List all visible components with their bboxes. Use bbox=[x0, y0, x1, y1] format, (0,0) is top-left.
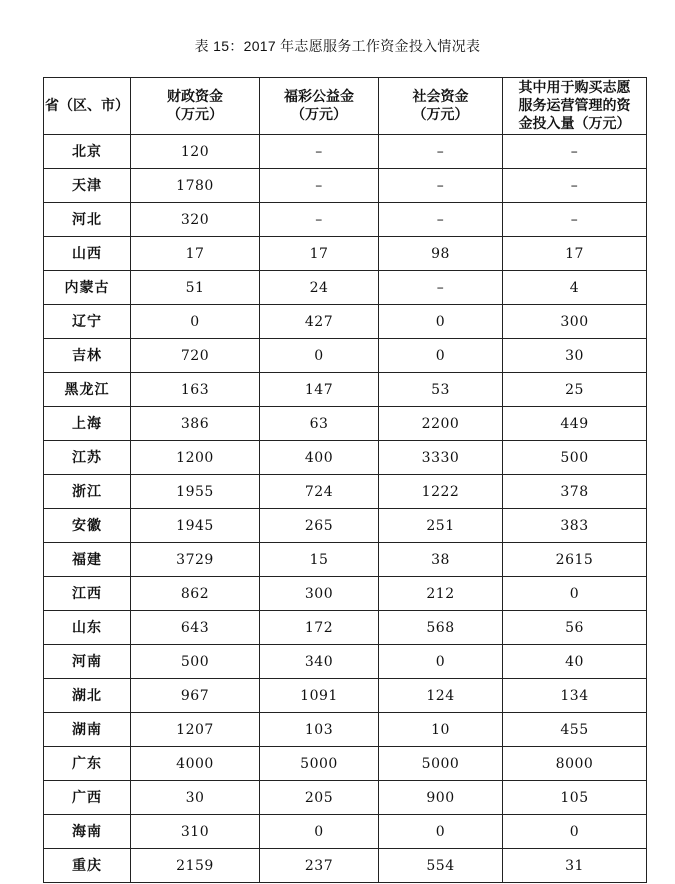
table-row bbox=[44, 815, 647, 849]
table-row bbox=[44, 645, 647, 679]
table-row bbox=[44, 781, 647, 815]
cell-welfare-lottery-funds: 63 bbox=[260, 407, 379, 441]
table-row bbox=[44, 475, 647, 509]
header-welfare-lottery-funds: 福彩公益金 （万元） bbox=[260, 78, 379, 135]
cell-social-funds: 0 bbox=[379, 305, 503, 339]
cell-province: 福建 bbox=[44, 543, 131, 577]
cell-fiscal-funds: 0 bbox=[131, 305, 260, 339]
header-social-funds: 社会资金 （万元） bbox=[379, 78, 503, 135]
cell-fiscal-funds: 967 bbox=[131, 679, 260, 713]
cell-fiscal-funds: 51 bbox=[131, 271, 260, 305]
cell-purchase-services-funds: 56 bbox=[503, 611, 647, 645]
table-row bbox=[44, 135, 647, 169]
table-row bbox=[44, 407, 647, 441]
cell-social-funds: 10 bbox=[379, 713, 503, 747]
table-row bbox=[44, 339, 647, 373]
cell-fiscal-funds: 500 bbox=[131, 645, 260, 679]
header-row bbox=[44, 78, 647, 135]
cell-social-funds: 5000 bbox=[379, 747, 503, 781]
cell-fiscal-funds: 862 bbox=[131, 577, 260, 611]
cell-purchase-services-funds: 8000 bbox=[503, 747, 647, 781]
cell-province: 湖北 bbox=[44, 679, 131, 713]
cell-province: 浙江 bbox=[44, 475, 131, 509]
cell-fiscal-funds: 1945 bbox=[131, 509, 260, 543]
cell-province: 广东 bbox=[44, 747, 131, 781]
cell-purchase-services-funds: 2615 bbox=[503, 543, 647, 577]
cell-social-funds: 568 bbox=[379, 611, 503, 645]
cell-purchase-services-funds: – bbox=[503, 135, 647, 169]
cell-province: 山东 bbox=[44, 611, 131, 645]
funding-table bbox=[43, 77, 647, 883]
cell-province: 安徽 bbox=[44, 509, 131, 543]
cell-welfare-lottery-funds: 5000 bbox=[260, 747, 379, 781]
cell-purchase-services-funds: 383 bbox=[503, 509, 647, 543]
cell-province: 重庆 bbox=[44, 849, 131, 883]
cell-welfare-lottery-funds: 427 bbox=[260, 305, 379, 339]
table-row bbox=[44, 509, 647, 543]
cell-fiscal-funds: 1200 bbox=[131, 441, 260, 475]
cell-purchase-services-funds: 500 bbox=[503, 441, 647, 475]
table-row bbox=[44, 169, 647, 203]
cell-welfare-lottery-funds: 300 bbox=[260, 577, 379, 611]
cell-province: 江西 bbox=[44, 577, 131, 611]
cell-purchase-services-funds: – bbox=[503, 169, 647, 203]
table-row bbox=[44, 305, 647, 339]
cell-purchase-services-funds: 30 bbox=[503, 339, 647, 373]
cell-purchase-services-funds: 449 bbox=[503, 407, 647, 441]
cell-purchase-services-funds: 40 bbox=[503, 645, 647, 679]
cell-fiscal-funds: 310 bbox=[131, 815, 260, 849]
table-row bbox=[44, 441, 647, 475]
cell-social-funds: 212 bbox=[379, 577, 503, 611]
table-row bbox=[44, 271, 647, 305]
cell-fiscal-funds: 17 bbox=[131, 237, 260, 271]
cell-welfare-lottery-funds: 17 bbox=[260, 237, 379, 271]
cell-welfare-lottery-funds: 265 bbox=[260, 509, 379, 543]
cell-social-funds: 554 bbox=[379, 849, 503, 883]
cell-province: 黑龙江 bbox=[44, 373, 131, 407]
cell-province: 湖南 bbox=[44, 713, 131, 747]
table-row bbox=[44, 373, 647, 407]
cell-purchase-services-funds: 105 bbox=[503, 781, 647, 815]
cell-social-funds: 0 bbox=[379, 645, 503, 679]
cell-welfare-lottery-funds: 103 bbox=[260, 713, 379, 747]
cell-fiscal-funds: 1207 bbox=[131, 713, 260, 747]
cell-purchase-services-funds: 378 bbox=[503, 475, 647, 509]
cell-welfare-lottery-funds: – bbox=[260, 169, 379, 203]
cell-province: 海南 bbox=[44, 815, 131, 849]
table-row bbox=[44, 679, 647, 713]
cell-fiscal-funds: 643 bbox=[131, 611, 260, 645]
cell-social-funds: 1222 bbox=[379, 475, 503, 509]
cell-social-funds: 124 bbox=[379, 679, 503, 713]
cell-social-funds: – bbox=[379, 203, 503, 237]
cell-welfare-lottery-funds: 24 bbox=[260, 271, 379, 305]
cell-province: 天津 bbox=[44, 169, 131, 203]
cell-welfare-lottery-funds: 147 bbox=[260, 373, 379, 407]
cell-province: 广西 bbox=[44, 781, 131, 815]
header-fiscal-funds: 财政资金 （万元） bbox=[131, 78, 260, 135]
cell-purchase-services-funds: 4 bbox=[503, 271, 647, 305]
cell-province: 河南 bbox=[44, 645, 131, 679]
table-row bbox=[44, 849, 647, 883]
cell-fiscal-funds: 4000 bbox=[131, 747, 260, 781]
cell-purchase-services-funds: 455 bbox=[503, 713, 647, 747]
table-row bbox=[44, 713, 647, 747]
table-row bbox=[44, 543, 647, 577]
cell-fiscal-funds: 2159 bbox=[131, 849, 260, 883]
cell-fiscal-funds: 1955 bbox=[131, 475, 260, 509]
cell-purchase-services-funds: 0 bbox=[503, 577, 647, 611]
cell-purchase-services-funds: 17 bbox=[503, 237, 647, 271]
cell-province: 山西 bbox=[44, 237, 131, 271]
cell-welfare-lottery-funds: 724 bbox=[260, 475, 379, 509]
cell-social-funds: 0 bbox=[379, 815, 503, 849]
cell-purchase-services-funds: 31 bbox=[503, 849, 647, 883]
cell-province: 河北 bbox=[44, 203, 131, 237]
cell-fiscal-funds: 163 bbox=[131, 373, 260, 407]
cell-fiscal-funds: 320 bbox=[131, 203, 260, 237]
cell-fiscal-funds: 1780 bbox=[131, 169, 260, 203]
cell-social-funds: 0 bbox=[379, 339, 503, 373]
table-row bbox=[44, 203, 647, 237]
cell-province: 上海 bbox=[44, 407, 131, 441]
cell-purchase-services-funds: 0 bbox=[503, 815, 647, 849]
cell-welfare-lottery-funds: 1091 bbox=[260, 679, 379, 713]
cell-social-funds: 3330 bbox=[379, 441, 503, 475]
cell-fiscal-funds: 30 bbox=[131, 781, 260, 815]
cell-social-funds: 38 bbox=[379, 543, 503, 577]
cell-fiscal-funds: 3729 bbox=[131, 543, 260, 577]
cell-social-funds: – bbox=[379, 271, 503, 305]
cell-social-funds: – bbox=[379, 169, 503, 203]
header-purchase-services-funds: 其中用于购买志愿 服务运营管理的资 金投入量（万元） bbox=[503, 78, 647, 135]
cell-welfare-lottery-funds: – bbox=[260, 135, 379, 169]
cell-fiscal-funds: 120 bbox=[131, 135, 260, 169]
cell-purchase-services-funds: 134 bbox=[503, 679, 647, 713]
cell-welfare-lottery-funds: 172 bbox=[260, 611, 379, 645]
cell-welfare-lottery-funds: 400 bbox=[260, 441, 379, 475]
cell-social-funds: – bbox=[379, 135, 503, 169]
cell-social-funds: 251 bbox=[379, 509, 503, 543]
cell-welfare-lottery-funds: 340 bbox=[260, 645, 379, 679]
table-row bbox=[44, 611, 647, 645]
cell-province: 北京 bbox=[44, 135, 131, 169]
cell-purchase-services-funds: 25 bbox=[503, 373, 647, 407]
cell-social-funds: 900 bbox=[379, 781, 503, 815]
cell-welfare-lottery-funds: 0 bbox=[260, 815, 379, 849]
header-province: 省（区、市） bbox=[44, 78, 131, 135]
cell-province: 吉林 bbox=[44, 339, 131, 373]
table-title: 表 15：2017 年志愿服务工作资金投入情况表 bbox=[194, 38, 481, 54]
cell-province: 江苏 bbox=[44, 441, 131, 475]
cell-province: 内蒙古 bbox=[44, 271, 131, 305]
cell-welfare-lottery-funds: 205 bbox=[260, 781, 379, 815]
table-row bbox=[44, 237, 647, 271]
table-body bbox=[44, 135, 647, 883]
cell-province: 辽宁 bbox=[44, 305, 131, 339]
cell-fiscal-funds: 386 bbox=[131, 407, 260, 441]
cell-social-funds: 98 bbox=[379, 237, 503, 271]
cell-social-funds: 2200 bbox=[379, 407, 503, 441]
table-row bbox=[44, 747, 647, 781]
cell-fiscal-funds: 720 bbox=[131, 339, 260, 373]
cell-welfare-lottery-funds: 0 bbox=[260, 339, 379, 373]
cell-purchase-services-funds: 300 bbox=[503, 305, 647, 339]
table-row bbox=[44, 577, 647, 611]
cell-purchase-services-funds: – bbox=[503, 203, 647, 237]
cell-social-funds: 53 bbox=[379, 373, 503, 407]
cell-welfare-lottery-funds: – bbox=[260, 203, 379, 237]
cell-welfare-lottery-funds: 15 bbox=[260, 543, 379, 577]
funding-table-container bbox=[43, 77, 647, 883]
cell-welfare-lottery-funds: 237 bbox=[260, 849, 379, 883]
